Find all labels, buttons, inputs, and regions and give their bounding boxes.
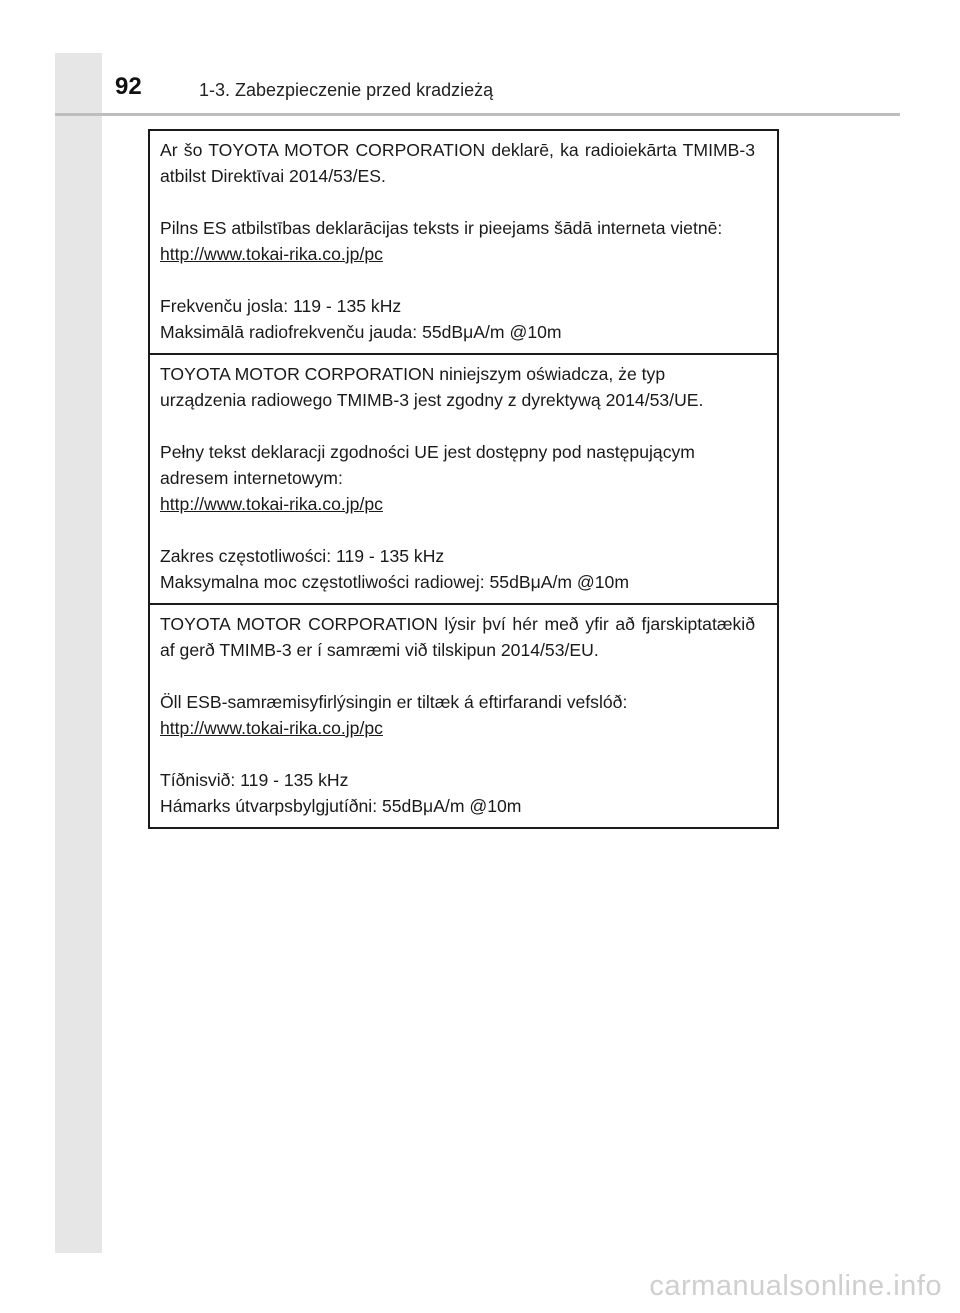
declaration-url-note: [160, 439, 755, 517]
watermark: carmanualsonline.info: [649, 1270, 942, 1302]
declaration-latvian: [150, 131, 777, 353]
full-text-note: Öll ESB-samræmisyfirlýsingin er tiltæk á eftirfarandi vefslóð:: [160, 692, 628, 712]
max-power: Maksymalna moc częstotliwości radiowej: 55dBμA/m @10m: [160, 572, 629, 592]
page-number: 92: [115, 73, 142, 100]
declaration-url-note: [160, 215, 755, 267]
header-divider: [55, 113, 900, 116]
declaration-statement: TOYOTA MOTOR CORPORATION niniejszym oświadcza, że typ urządzenia radiowego TMIMB-3 jest zgodny z dyrektywą 2014/53/UE.: [160, 364, 704, 410]
radio-specs: [160, 543, 755, 595]
declarations-table: [148, 129, 779, 829]
frequency-band: Tíðnisvið: 119 - 135 kHz: [160, 770, 349, 790]
declaration-polish: [150, 353, 777, 603]
full-text-note: Pełny tekst deklaracji zgodności UE jest dostępny pod następującym adresem internetowym:: [160, 442, 695, 488]
declaration-statement: TOYOTA MOTOR CORPORATION lýsir því hér með yfir að fjarskiptatækið af gerð TMIMB-3 er í samræmi við tilskipun 2014/53/EU.: [160, 614, 755, 660]
max-power: Hámarks útvarpsbylgjutíðni: 55dBμA/m @10m: [160, 796, 522, 816]
declaration-icelandic: [150, 603, 777, 827]
section-title: 1-3. Zabezpieczenie przed kradzieżą: [199, 80, 494, 100]
declaration-link[interactable]: http://www.tokai-rika.co.jp/pc: [160, 244, 383, 264]
declaration-link[interactable]: http://www.tokai-rika.co.jp/pc: [160, 494, 383, 514]
declaration-statement: Ar šo TOYOTA MOTOR CORPORATION deklarē, ka radioiekārta TMIMB-3 atbilst Direktīvai 2014/53/ES.: [160, 140, 755, 186]
radio-specs: [160, 293, 755, 345]
page-header: [55, 53, 900, 115]
radio-specs: [160, 767, 755, 819]
frequency-band: Frekvenču josla: 119 - 135 kHz: [160, 296, 402, 316]
full-text-note: Pilns ES atbilstības deklarācijas teksts ir pieejams šādā interneta vietnē:: [160, 218, 723, 238]
frequency-band: Zakres częstotliwości: 119 - 135 kHz: [160, 546, 445, 566]
max-power: Maksimālā radiofrekvenču jauda: 55dBμA/m @10m: [160, 322, 562, 342]
declaration-link[interactable]: http://www.tokai-rika.co.jp/pc: [160, 718, 383, 738]
declaration-url-note: [160, 689, 755, 741]
side-strip: [55, 53, 102, 1253]
